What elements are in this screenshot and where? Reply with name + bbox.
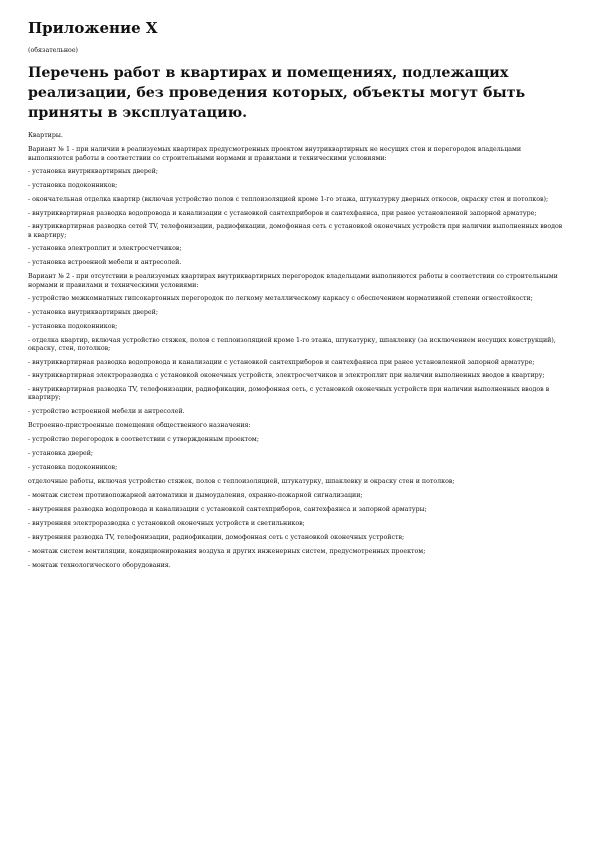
list-item: - внутренняя разводка водопровода и канализации с установкой сантехприборов, сантехфаянса и запорной арматуры; xyxy=(28,505,427,513)
document-body xyxy=(28,132,567,570)
section-heading-public-premises: Встроенно-пристроенные помещения общественного назначения: xyxy=(28,421,251,429)
list-item: - установка дверей; xyxy=(28,449,94,457)
appendix-note: (обязательное) xyxy=(28,47,79,54)
list-item: - монтаж технологического оборудования. xyxy=(28,561,171,569)
section-heading-apartments: Квартиры. xyxy=(28,132,63,139)
list-item: - монтаж систем противопожарной автоматики и дымоудаления, охранно-пожарной сигнализации; xyxy=(28,491,363,499)
list-item: - устройство перегородок в соответствии с утвержденным проектом; xyxy=(28,435,259,443)
list-item: - внутриквартирная разводка водопровода и канализации с установкой сантехприборов и сантехфаянса, при ранее установленной запорной арматуре; xyxy=(28,209,537,217)
list-item: - внутриквартирная разводка водопровода и канализации с установкой сантехприборов и сантехфаянса при ранее установленной запорной арматуре; xyxy=(28,358,535,366)
list-item: - внутренняя разводка TV, телефонизации, радиофикации, домофонная сеть с установкой оконечных устройств; xyxy=(28,533,405,541)
variant-2-description: Вариант № 2 - при отсутствии в реализуемых квартирах внутриквартирных перегородок владельцами выполняются работы в соответствии со строительными нормами и правилами и техническими условиями: xyxy=(28,273,558,289)
list-item: - внутриквартирная электроразводка с установкой оконечных устройств, электросчетчиков и электроплит при наличии выполненных вводов в квартиру; xyxy=(28,372,545,380)
list-item: - установка подоконников; xyxy=(28,463,118,471)
list-item: - установка электроплит и электросчетчиков; xyxy=(28,245,182,253)
list-item: - внутриквартирная разводка сетей TV, телефонизации, радиофикации, домофонная сеть с установкой оконечных устройств при наличии выполненных вводов в квартиру; xyxy=(28,222,563,239)
list-item: - установка внутриквартирных дверей; xyxy=(28,308,158,316)
variant-1-description: Вариант № 1 - при наличии в реализуемых квартирах предусмотренных проектом внутриквартирных не несущих стен и перегородок владельцами выполняются работы в соответствии со строительными нормами и правилами и техническими условиями: xyxy=(28,145,522,162)
list-item: - отделка квартир, включая устройство стяжек, полов с теплоизоляцией кроме 1-го этажа, штукатурку, шпаклевку (за исключением несущих конструкций), окраску, стен, потолков; xyxy=(28,336,556,353)
list-item: - устройство межкомнатных гипсокартонных перегородок по легкому металлическому каркасу с обеспечением нормативной степени огнестойкости; xyxy=(28,295,533,303)
list-item: - устройство встроенной мебели и антресолей. xyxy=(28,407,185,415)
list-item: - внутренняя электроразводка с установкой оконечных устройств и светильников; xyxy=(28,519,305,527)
appendix-title: Приложение Х xyxy=(28,19,158,37)
list-item: - окончательная отделка квартир (включая устройство полов с теплоизоляцией кроме 1-го этажа, штукатурку дверных откосов, окраску стен и потолков); xyxy=(28,196,549,204)
list-item: - установка подоконников; xyxy=(28,322,118,330)
list-item: - монтаж систем вентиляции, кондиционирования воздуха и других инженерных систем, предусмотренных проектом; xyxy=(28,547,426,555)
list-item: - установка подоконников; xyxy=(28,182,118,190)
list-item: - установка внутриквартирных дверей; xyxy=(28,168,158,176)
document-title: Перечень работ в квартирах и помещениях, подлежащих реализации, без проведения которых, объекты могут быть приняты в эксплуатацию. xyxy=(28,65,526,121)
list-item: - внутриквартирная разводка TV, телефонизации, радиофикации, домофонная сеть, с установкой оконечных устройств при наличии выполненных вводов в квартиру; xyxy=(28,385,550,402)
list-item: - установка встроенной мебели и антресолей. xyxy=(28,259,182,267)
list-item: отделочные работы, включая устройство стяжек, полов с теплоизоляцией, штукатурку, шпаклевку и окраску стен и потолков; xyxy=(28,477,455,485)
